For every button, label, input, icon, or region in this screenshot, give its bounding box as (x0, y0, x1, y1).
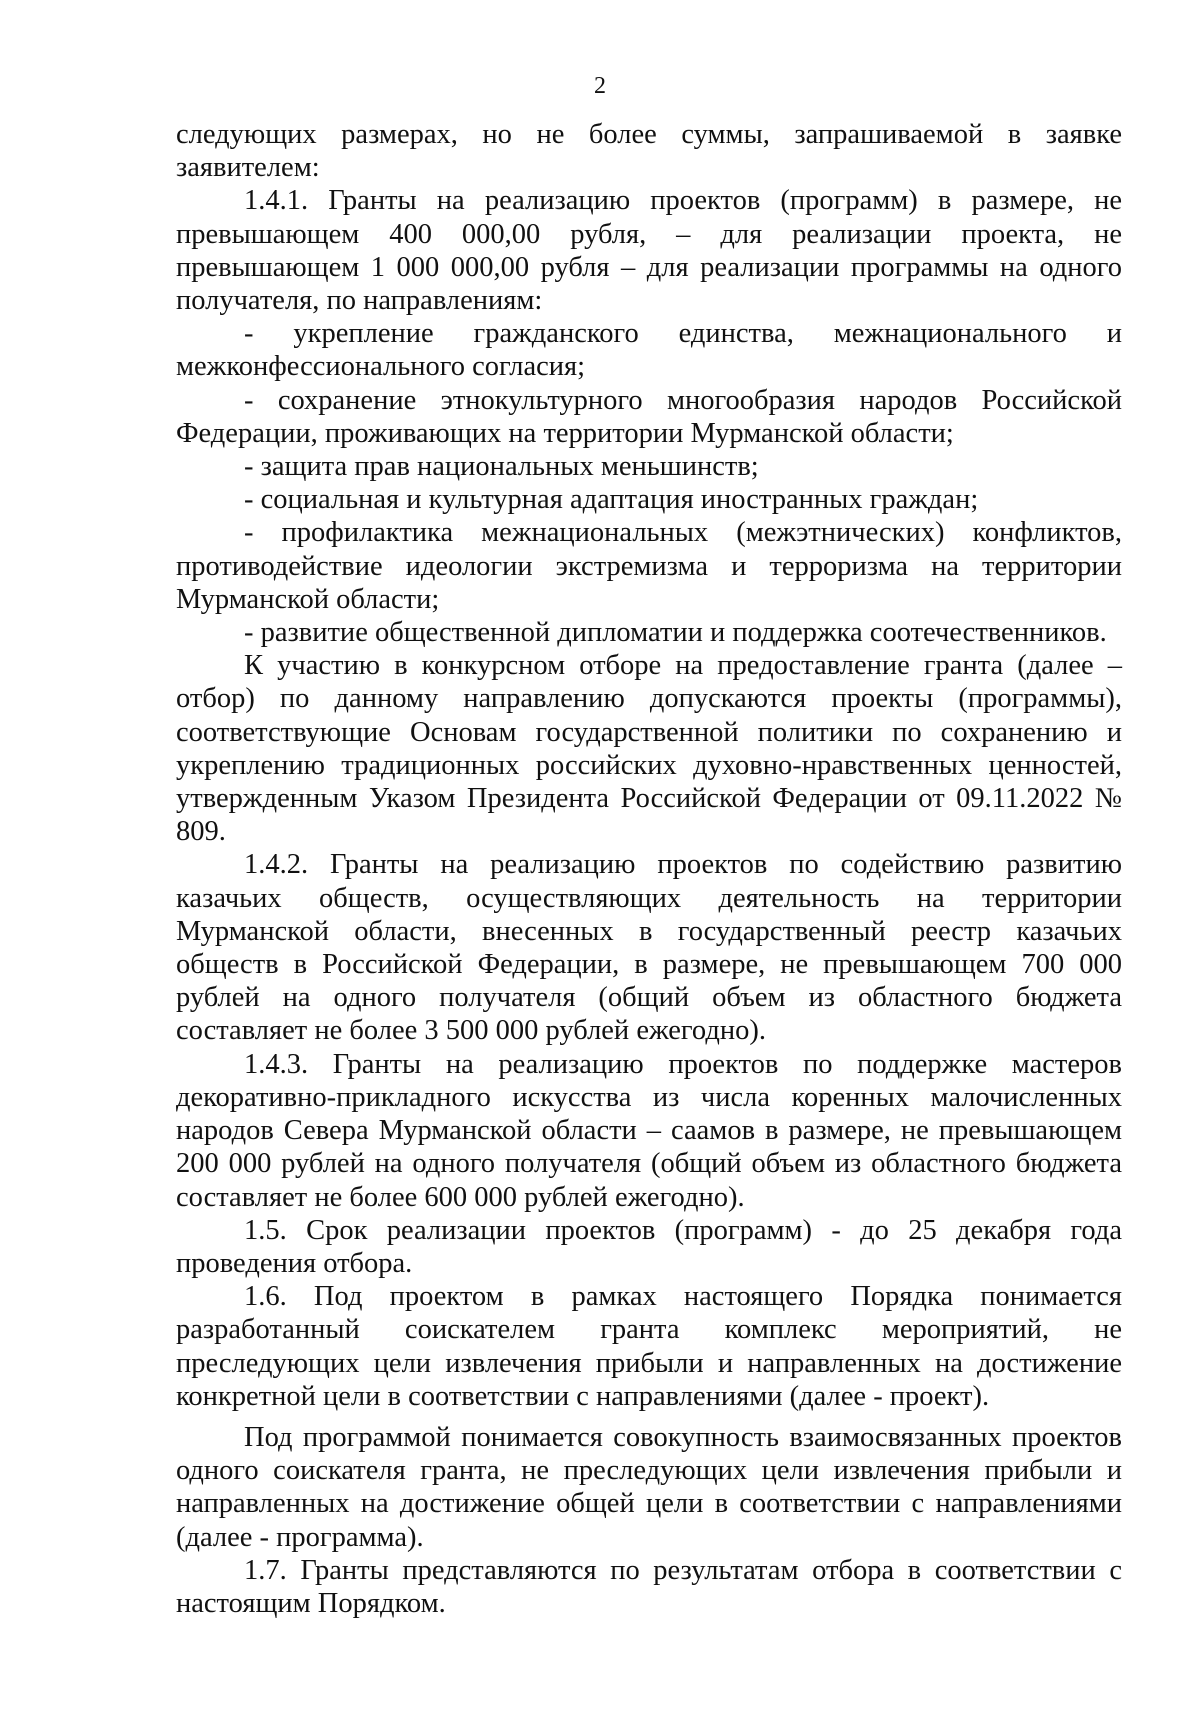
list-item-public-diplomacy: - развитие общественной дипломатии и поддержка соотечественников. (244, 617, 1107, 649)
list-item-ethnocultural-diversity: - сохранение этнокультурного многообразия народов Российской Федерации, проживающих на территории Мурманской области; (176, 384, 1122, 449)
list-item-minority-rights: - защита прав национальных меньшинств; (244, 451, 759, 483)
paragraph-1-5: 1.5. Срок реализации проектов (программ) - до 25 декабря года проведения отбора. (176, 1214, 1122, 1279)
paragraph-selection-admission: К участию в конкурсном отборе на предоставление гранта (далее – отбор) по данному направлению допускаются проекты (программы), соответствующие Основам государственной политики по сохранению и укреплению традиционных российских духовно-нравственных ценностей, утвержденным Указом Президента Российской Федерации от 09.11.2022 № 809. (176, 650, 1122, 848)
paragraph-1-6: 1.6. Под проектом в рамках настоящего Порядка понимается разработанный соискателем гранта комплекс мероприятий, не преследующих цели извлечения прибыли и направленных на достижение конкретной цели в соответствии с направлениями (далее - проект). (176, 1281, 1122, 1412)
paragraph-1-4-3: 1.4.3. Гранты на реализацию проектов по поддержке мастеров декоративно-прикладного искусства из числа коренных малочисленных народов Севера Мурманской области – саамов в размере, не превышающем 200 000 рублей на одного получателя (общий объем из областного бюджета составляет не более 600 000 рублей ежегодно). (176, 1048, 1122, 1213)
paragraph-1-4-2: 1.4.2. Гранты на реализацию проектов по содействию развитию казачьих обществ, осуществляющих деятельность на территории Мурманской области, внесенных в государственный реестр казачьих обществ в Российской Федерации, в размере, не превышающем 700 000 рублей на одного получателя (общий объем из областного бюджета составляет не более 3 500 000 рублей ежегодно). (176, 849, 1122, 1047)
paragraph-program-definition: Под программой понимается совокупность взаимосвязанных проектов одного соискателя гранта, не преследующих цели извлечения прибыли и направленных на достижение общей цели в соответствии с направлениями (далее - программа). (176, 1421, 1122, 1553)
list-item-civic-unity: - укрепление гражданского единства, межнационального и межконфессионального согласия; (176, 318, 1122, 383)
document-body (176, 118, 1122, 1620)
paragraph-1-4-1: 1.4.1. Гранты на реализацию проектов (программ) в размере, не превышающем 400 000,00 рубля, – для реализации проекта, не превышающем 1 000 000,00 рубля – для реализации программы на одного получателя, по направлениям: (176, 185, 1122, 317)
paragraph-1-7: 1.7. Гранты представляются по результатам отбора в соответствии с настоящим Порядком. (176, 1554, 1122, 1619)
list-item-conflict-prevention: - профилактика межнациональных (межэтнических) конфликтов, противодействие идеологии экстремизма и терроризма на территории Мурманской области; (176, 517, 1122, 615)
list-item-adaptation: - социальная и культурная адаптация иностранных граждан; (244, 484, 979, 516)
page-number: 2 (594, 73, 606, 99)
paragraph-intro-continuation: следующих размерах, но не более суммы, запрашиваемой в заявке заявителем: (176, 119, 1122, 184)
